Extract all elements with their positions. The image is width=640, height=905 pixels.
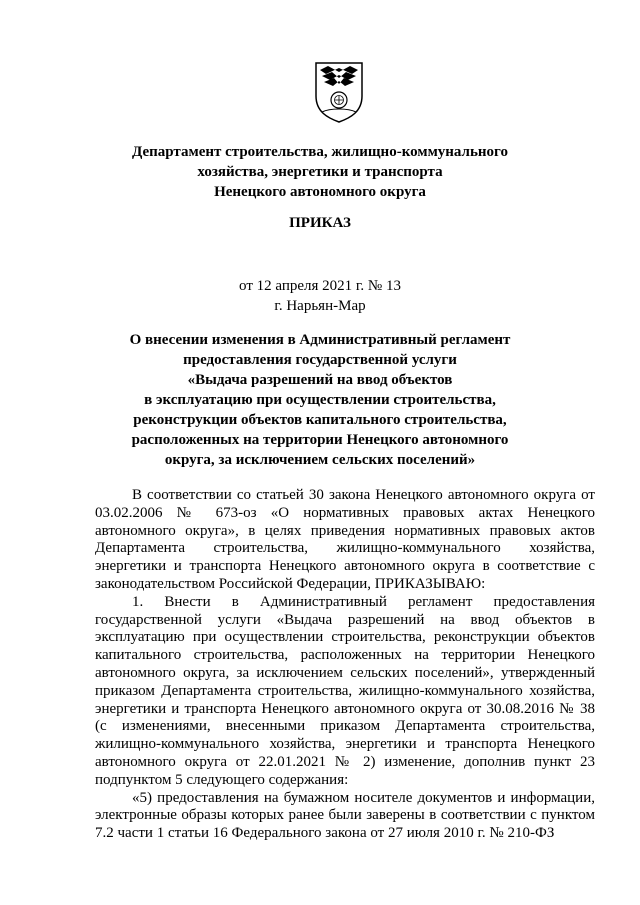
date-block — [0, 276, 640, 316]
department-line: Ненецкого автономного округа — [214, 184, 426, 200]
coat-of-arms-emblem — [312, 60, 366, 124]
document-type: ПРИКАЗ — [289, 215, 351, 231]
department-line: хозяйства, энергетики и транспорта — [197, 164, 443, 180]
body-paragraph-item-1: 1. Внести в Административный регламент предоставления государственной услуги «Выдача разрешений на ввод объектов в эксплуатацию при осуществлении строительства, реконструкции объектов капитального строительства, расположенных на территории Ненецкого автономного округа, за исключением сельских поселений», утвержденный приказом Департамента строительства, жилищно-коммунального хозяйства, энергетики и транспорта Ненецкого автономного округа от 30.08.2016 № 38 (с изменениями, внесенными приказом Департамента строительства, жилищно-коммунального хозяйства, энергетики и транспорта Ненецкого автономного округа от 22.01.2021 № 2) изменение, дополнив пункт 23 подпунктом 5 следующего содержания: — [95, 593, 595, 788]
title-line: «Выдача разрешений на ввод объектов — [187, 372, 453, 388]
title-line: О внесении изменения в Административный регламент — [129, 332, 511, 348]
body-paragraph-subitem-5: «5) предоставления на бумажном носителе документов и информации, электронные образы которых ранее были заверены в соответствии с пунктом 7.2 части 1 статьи 16 Федерального закона от 27 июля 2010 г. № 210-ФЗ — [95, 789, 595, 842]
document-city: г. Нарьян-Мар — [274, 298, 366, 314]
title-line: округа, за исключением сельских поселений» — [164, 452, 476, 468]
document-body — [95, 487, 595, 843]
title-line: реконструкции объектов капитального строительства, — [133, 412, 507, 428]
department-name — [0, 142, 640, 202]
body-paragraph-preamble: В соответствии со статьей 30 закона Ненецкого автономного округа от 03.02.2006 № 673-оз «О нормативных правовых актах Ненецкого автономного округа», в целях приведения нормативных правовых актов Департамента строительства, жилищно-коммунального хозяйства, энергетики и транспорта Ненецкого автономного округа в соответствие с законодательством Российской Федерации, ПРИКАЗЫВАЮ: — [95, 487, 595, 592]
document-title — [0, 330, 640, 470]
department-line: Департамент строительства, жилищно-коммунального — [131, 144, 508, 160]
title-line: расположенных на территории Ненецкого автономного — [131, 432, 509, 448]
document-date-number: от 12 апреля 2021 г. № 13 — [239, 278, 401, 294]
title-line: в эксплуатацию при осуществлении строительства, — [144, 392, 496, 408]
title-line: предоставления государственной услуги — [183, 352, 457, 368]
